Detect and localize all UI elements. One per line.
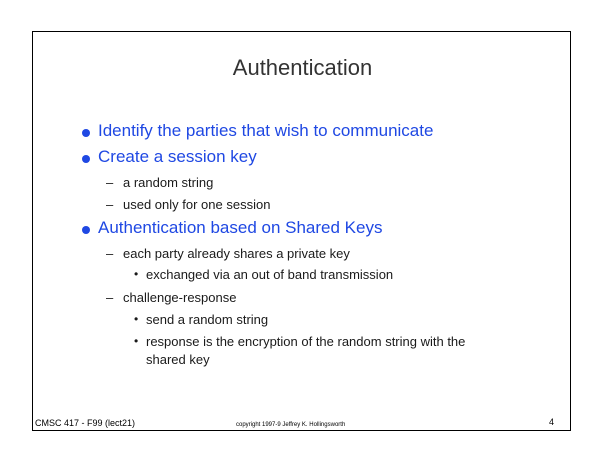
sub-sub-bullet-send-random: send a random string <box>146 312 269 327</box>
sub-sub-bullet-response-line2: shared key <box>146 352 210 367</box>
sub-bullet-private-key: each party already shares a private key <box>123 246 350 261</box>
sub-bullet-challenge-response: challenge-response <box>123 290 237 305</box>
dash-icon: – <box>106 175 114 190</box>
sub-bullet-one-session: used only for one session <box>123 197 271 212</box>
small-bullet-icon: • <box>134 312 139 326</box>
sub-sub-bullet-response-line1: response is the encryption of the random string with the <box>146 334 466 349</box>
bullet-shared-keys: Authentication based on Shared Keys <box>98 218 383 237</box>
footer-course-label: CMSC 417 - F99 (lect21) <box>35 418 136 428</box>
bullet-dot-icon <box>82 129 90 137</box>
sub-bullet-random-string: a random string <box>123 175 214 190</box>
bullet-dot-icon <box>82 226 90 234</box>
dash-icon: – <box>106 197 114 212</box>
bullet-identify-parties: Identify the parties that wish to communicate <box>98 121 434 140</box>
small-bullet-icon: • <box>134 267 139 281</box>
bullet-create-session-key: Create a session key <box>98 147 257 166</box>
page-number: 4 <box>549 417 555 427</box>
sub-sub-bullet-out-of-band: exchanged via an out of band transmission <box>146 267 394 282</box>
footer-copyright: copyright 1997-9 Jeffrey K. Hollingsworth <box>236 422 346 428</box>
slide-title: Authentication <box>232 55 373 80</box>
dash-icon: – <box>106 290 114 305</box>
dash-icon: – <box>106 246 114 261</box>
bullet-dot-icon <box>82 155 90 163</box>
small-bullet-icon: • <box>134 334 139 348</box>
